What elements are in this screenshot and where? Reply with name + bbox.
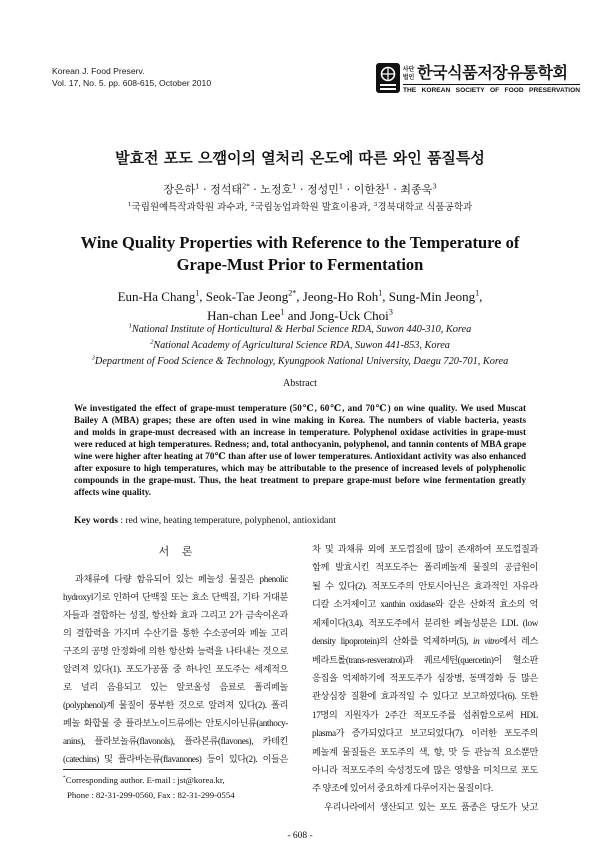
author-name: 장은하	[163, 183, 196, 196]
body-line: 로 널리 음용되고 있는 알코올성 음료로 폴리페놀	[63, 682, 288, 692]
body-line: 과채류에 다량 함유되어 있는 페놀성 물질은 phenolic	[75, 574, 288, 584]
abstract-line: were reduced at high temperatures. Redness; and, total anthocyanin, polyphenol, and tannin contents of MBA grape	[74, 439, 526, 449]
abstract-line: Bailey A (MBA) grapes; these are often used in wine making in Korea. The numbers of viable bacteria, yeasts	[74, 415, 526, 425]
body-line: 함께 발효시킨 적포도주는 폴리페놀계 물질의 공급원이	[312, 562, 538, 573]
body-line: 될 수 있다(2). 적포도주의 안토시아닌은 효과적인 자유라	[312, 580, 538, 591]
abstract-line: and molds in grape-must decreased with an increase in temperature. Polyphenol oxidase activities in grape-must	[74, 427, 526, 437]
author-name: Seok-Tae Jeong	[205, 289, 289, 304]
journal-issue: Vol. 17, No. 5. pp. 608-615, October 2010	[52, 77, 212, 88]
society-name-english: THE KOREAN SOCIETY OF FOOD PRESERVATION	[403, 87, 580, 94]
affiliation-mark: 1	[128, 322, 132, 330]
korean-affiliation-list	[0, 201, 600, 215]
english-title-line: Wine Quality Properties with Reference to the Temperature of	[80, 233, 520, 252]
introduction-heading: 서 론	[158, 545, 193, 558]
abstract-line: affects wine quality.	[74, 487, 152, 497]
society-name-korean: 한국식품저장유통학회	[417, 63, 568, 82]
body-line	[312, 632, 538, 650]
abstract-body	[74, 402, 526, 498]
body-line: 구조의 공명 안정화에 의한 항산화 능력을 나타내는 것으로	[63, 646, 288, 656]
author-name: 최종욱	[400, 183, 433, 196]
affiliation-text: 국립농업과학원 발효이용과	[254, 202, 368, 213]
body-line: 알려져 있다(1). 포도가공품 중 하나인 포도주는 세계적으	[63, 664, 288, 674]
abstract-heading: Abstract	[283, 378, 317, 389]
journal-header	[52, 66, 211, 89]
society-prefix	[402, 66, 415, 81]
affiliation-line	[0, 338, 600, 354]
body-line: 차 및 과채류 외에 포도껍질에 많이 존재하여 포도껍질과	[312, 544, 538, 554]
korean-title: 발효전 포도 으깸이의 열처리 온도에 따른 와인 품질특성	[115, 149, 485, 167]
affiliation-separator: ,	[244, 202, 251, 213]
author-name: Sung-Min Jeong	[388, 289, 476, 304]
body-line: hydroxyl기로 인하여 단백질 또는 효소 단백질, 기타 거대분	[63, 592, 288, 602]
author-email: jst@korea.kr	[177, 775, 223, 785]
author-line	[0, 287, 600, 306]
body-line: 의 결합력을 가지며 수산기를 통한 수소공여와 페놀 고리	[63, 628, 288, 638]
affiliation-text: Department of Food Science & Technology, Kyungpook National University, Daegu 720-701, Korea	[94, 356, 509, 367]
body-line: 제제이다(3,4). 적포도주에서 분리한 페놀성분은 LDL (low	[312, 617, 538, 628]
body-line: 우리나라에서 생산되고 있는 포도 품종은 당도가 낮고	[324, 801, 538, 812]
society-prefix-top: 사단	[402, 66, 415, 73]
author-separator: ,	[199, 289, 206, 304]
journal-name: Korean J. Food Preserv.	[52, 66, 145, 76]
body-line: 페놀 화합물 중 플라보노이드류에는 안토시아닌류(anthocy-	[63, 718, 288, 728]
affiliation-separator: ,	[367, 202, 374, 213]
author-separator: ,	[296, 289, 303, 304]
author-separator: ,	[382, 289, 389, 304]
author-separator: ·	[249, 183, 261, 196]
author-affiliation-mark: 1	[378, 288, 383, 298]
author-name: 정성민	[306, 183, 339, 196]
english-title	[0, 232, 600, 276]
body-line: 아니라 적포도주의 숙성정도에 많은 영향을 미치므로 포도	[312, 765, 538, 776]
affiliation-line	[0, 322, 600, 338]
logo-divider	[403, 84, 580, 85]
author-affiliation-mark: 3	[388, 307, 393, 317]
author-name: Han-chan Lee	[207, 308, 281, 323]
keywords-label: Key words	[74, 515, 118, 526]
author-affiliation-mark: 1	[292, 182, 297, 191]
corresponding-author-footnote	[63, 773, 288, 803]
author-name: 이한찬	[353, 183, 386, 196]
footnote-text: Corresponding author. E-mail :	[65, 775, 178, 785]
affiliation-text: National Academy of Agricultural Science RDA, Suwon 441-853, Korea	[153, 340, 450, 351]
author-affiliation-mark: 1	[475, 288, 480, 298]
author-affiliation-mark: 3	[432, 182, 437, 191]
author-affiliation-mark: 1	[338, 182, 344, 191]
affiliation-mark: 1	[127, 201, 132, 208]
affiliation-text: National Institute of Horticultural & Herbal Science RDA, Suwon 440-310, Korea	[131, 324, 472, 335]
author-name: 정석태	[210, 183, 242, 196]
author-separator: ·	[389, 183, 401, 196]
affiliation-mark: 2	[150, 338, 154, 346]
footnote-punctuation: ,	[222, 775, 225, 785]
author-affiliation-mark: 2*	[288, 288, 297, 298]
footnote-line	[63, 773, 288, 788]
korean-author-list	[0, 182, 600, 198]
body-line: 관상심장 질환에 효과적일 수 있다고 보고하였다(6). 또한	[312, 691, 538, 702]
abstract-line: after exposure to high temperatures, which may be attributable to the presence of increased levels of polyphenolic	[74, 463, 526, 473]
footnote-contact-line: Phone : 82-31-299-0560, Fax : 82-31-299-0554	[67, 790, 235, 800]
body-line: 17명의 지원자가 2주간 적포도주를 섭취함으로써 HDL	[312, 709, 538, 720]
left-column	[63, 570, 288, 768]
society-emblem-icon	[376, 63, 400, 93]
body-line: 페놀계 물질들은 포도주의 색, 향, 맛 등 관능적 요소뿐만	[312, 746, 538, 757]
page-number: - 608 -	[287, 831, 313, 841]
english-author-list	[0, 287, 600, 325]
body-text: density lipoprotein)의 산화를 억제하며(5),	[312, 636, 473, 647]
abstract-line: We investigated the effect of grape-must temperature (50℃, 60℃, and 70℃) on wine quality. We used Muscat	[74, 403, 526, 413]
footnote-divider	[63, 769, 191, 770]
english-affiliation-list	[0, 322, 600, 370]
body-line: 주 양조에 있어서 중요하게 다루어지는 물질이다.	[312, 783, 493, 794]
author-name: Jong-Uck Choi	[309, 308, 389, 323]
author-affiliation-mark: 1	[195, 288, 200, 298]
body-line: (polyphenol)계 물질이 풍부한 것으로 알려져 있다(2). 폴리	[63, 700, 288, 710]
body-text: 에서 레스	[499, 636, 538, 647]
body-line: 자들과 결합하는 성질, 항산화 효과 그리고 2가 금속이온과	[63, 610, 288, 620]
right-column	[312, 540, 538, 816]
keywords	[74, 514, 336, 528]
body-line: anins), 플라보놀류(flavonols), 플라본류(flavones), 카테킨	[63, 736, 288, 746]
author-separator: and	[284, 308, 310, 323]
affiliation-line	[0, 354, 600, 370]
footnote-mark: *	[63, 775, 66, 782]
author-affiliation-mark: 2*	[241, 182, 250, 191]
author-name: Eun-Ha Chang	[117, 289, 196, 304]
affiliation-mark: 3	[373, 201, 378, 208]
society-prefix-bottom: 법인	[402, 73, 415, 81]
body-line: (catechins) 및 플라바논류(flavanones) 등이 있다(2). 이들은	[63, 754, 288, 764]
society-logo	[376, 63, 582, 97]
affiliation-mark: 3	[91, 354, 95, 362]
author-affiliation-mark: 1	[195, 182, 200, 191]
affiliation-text: 국립원예특작과학원 과수과	[131, 202, 245, 213]
author-name: Jeong-Ho Roh	[302, 289, 379, 304]
author-name: 노정호	[260, 183, 293, 196]
author-separator: ·	[296, 183, 307, 196]
abstract-line: wine were higher after heating at 70℃ than after use of lower temperatures. Antioxidant activity was also enhanced	[74, 451, 526, 461]
english-title-line: Grape-Must Prior to Fermentation	[176, 255, 424, 274]
body-line: 디칼 소거제이고 xanthin oxidase와 같은 산화적 효소의 억	[312, 599, 538, 610]
author-affiliation-mark: 1	[280, 307, 285, 317]
keywords-text: : red wine, heating temperature, polyphenol, antioxidant	[117, 515, 336, 526]
author-separator: ·	[343, 183, 354, 196]
abstract-line: compounds in the grape-must. Thus, the heat treatment to prepare grape-must before wine fermentation greatly	[74, 475, 526, 485]
body-line: plasma가 증가되었다고 보고되었다(7). 이러한 포도주의	[312, 728, 538, 739]
affiliation-mark: 2	[250, 201, 255, 208]
author-separator: ,	[479, 289, 483, 304]
author-separator: ·	[199, 183, 211, 196]
body-line: 응집을 억제하기에 적포도주가 심장병, 동맥경화 등 많은	[312, 672, 538, 683]
affiliation-text: 경북대학교 식품공학과	[377, 202, 473, 213]
body-line: 베라트롤(trans-resveratrol)과 퀘르세틴(quercetin)이 혈소판	[312, 654, 538, 665]
author-affiliation-mark: 1	[385, 182, 390, 191]
italic-term: in vitro	[472, 636, 500, 647]
